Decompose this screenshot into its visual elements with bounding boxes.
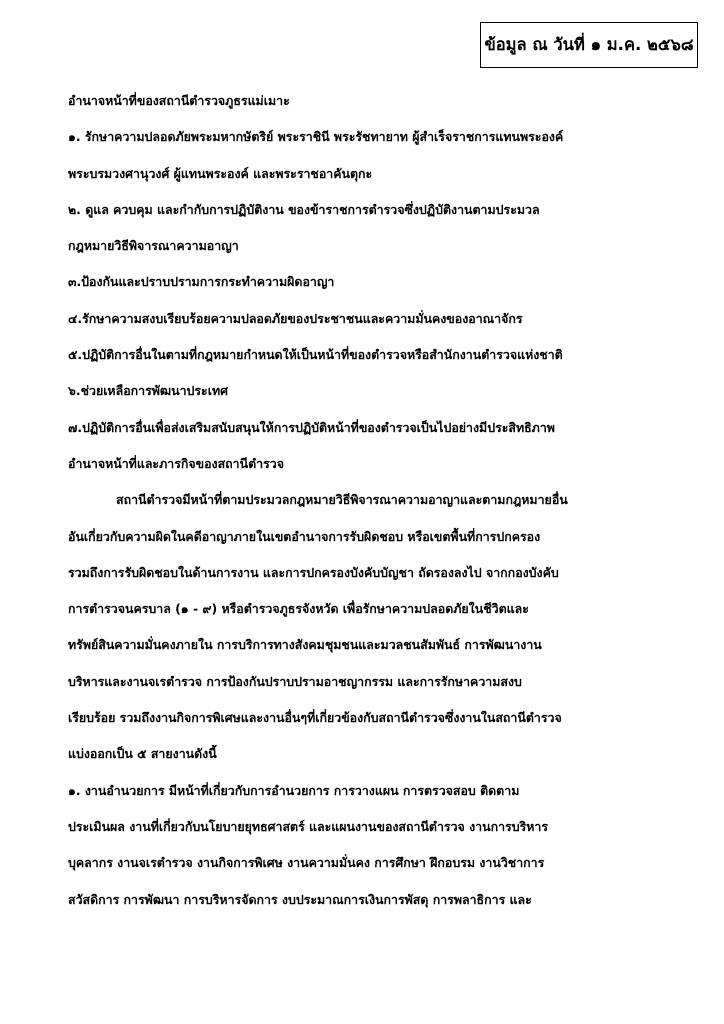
text-line: ๑. งานอำนวยการ มีหน้าที่เกี่ยวกับการอำนวยการ การวางแผน การตรวจสอบ ติดตาม [68,782,520,798]
text-line: ๑. รักษาความปลอดภัยพระมหากษัตริย์ พระราชินี พระรัชทายาท ผู้สำเร็จราชการแทนพระองค์ [68,129,564,145]
text-line: แบ่งออกเป็น ๕ สายงานดังนี้ [68,746,217,762]
text-line: อำนาจหน้าที่และภารกิจของสถานีตำรวจ [68,455,284,471]
text-line: บริหารและงานจเรตำรวจ การป้องกันปราบปรามอาชญากรรม และการรักษาความสงบ [68,673,522,689]
text-line: กฎหมายวิธีพิจารณาความอาญา [68,238,239,254]
text-line: ๖.ช่วยเหลือการพัฒนาประเทศ [68,383,228,399]
text-line: ๕.ปฏิบัติการอื่นในตามที่กฎหมายกำหนดให้เป็นหน้าที่ของตำรวจหรือสำนักงานตำรวจแห่งชาติ [68,347,563,363]
date-label-box [480,22,698,68]
text-line: การตำรวจนครบาล (๑ - ๙) หรือตำรวจภูธรจังหวัด เพื่อรักษาความปลอดภัยในชีวิตและ [68,601,529,617]
text-line: ๗.ปฏิบัติการอื่นเพื่อส่งเสริมสนับสนุนให้การปฏิบัติหน้าที่ของตำรวจเป็นไปอย่างมีประสิทธิภาพ [68,419,555,435]
text-line: ๔.รักษาความสงบเรียบร้อยความปลอดภัยของประชาชนและความมั่นคงของอาณาจักร [68,310,523,326]
document-body [68,88,688,923]
date-label: ข้อมูล ณ วันที่ ๑ ม.ค. ๒๕๖๘ [484,35,694,54]
text-line: พระบรมวงศานุวงศ์ ผู้แทนพระองค์ และพระราชอาคันตุกะ [68,165,373,181]
text-line: ทรัพย์สินความมั่นคงภายใน การบริการทางสังคมชุมชนและมวลชนสัมพันธ์ การพัฒนางาน [68,637,542,653]
text-line: ๓.ป้องกันและปราบปรามการกระทำความผิดอาญา [68,274,335,290]
text-line: สวัสดิการ การพัฒนา การบริหารจัดการ งบประมาณการเงินการพัสดุ การพลาธิการ และ [68,891,532,907]
text-line: อำนาจหน้าที่ของสถานีตำรวจภูธรแม่เมาะ [68,93,290,108]
text-line: บุคลากร งานจเรตำรวจ งานกิจการพิเศษ งานความมั่นคง การศึกษา ฝึกอบรม งานวิชาการ [68,855,545,871]
text-line: รวมถึงการรับผิดชอบในด้านการงาน และการปกครองบังคับบัญชา ถัดรองลงไป จากกองบังคับ [68,564,559,580]
text-line: ประเมินผล งานที่เกี่ยวกับนโยบายยุทธศาสตร์ และแผนงานของสถานีตำรวจ งานการบริหาร [68,818,549,834]
text-line: อันเกี่ยวกับความผิดในคดีอาญาภายในเขตอำนาจการรับผิดชอบ หรือเขตพื้นที่การปกครอง [68,528,541,544]
text-line: เรียบร้อย รวมถึงงานกิจการพิเศษและงานอื่นๆที่เกี่ยวข้องกับสถานีตำรวจซึ่งงานในสถานีตำรวจ [68,710,562,726]
text-line: ๒. ดูแล ควบคุม และกำกับการปฏิบัติงาน ของข้าราชการตำรวจซึ่งปฏิบัติงานตามประมวล [68,201,540,217]
text-line: สถานีตำรวจมีหน้าที่ตามประมวลกฎหมายวิธีพิจารณาความอาญาและตามกฎหมายอื่น [116,492,568,508]
